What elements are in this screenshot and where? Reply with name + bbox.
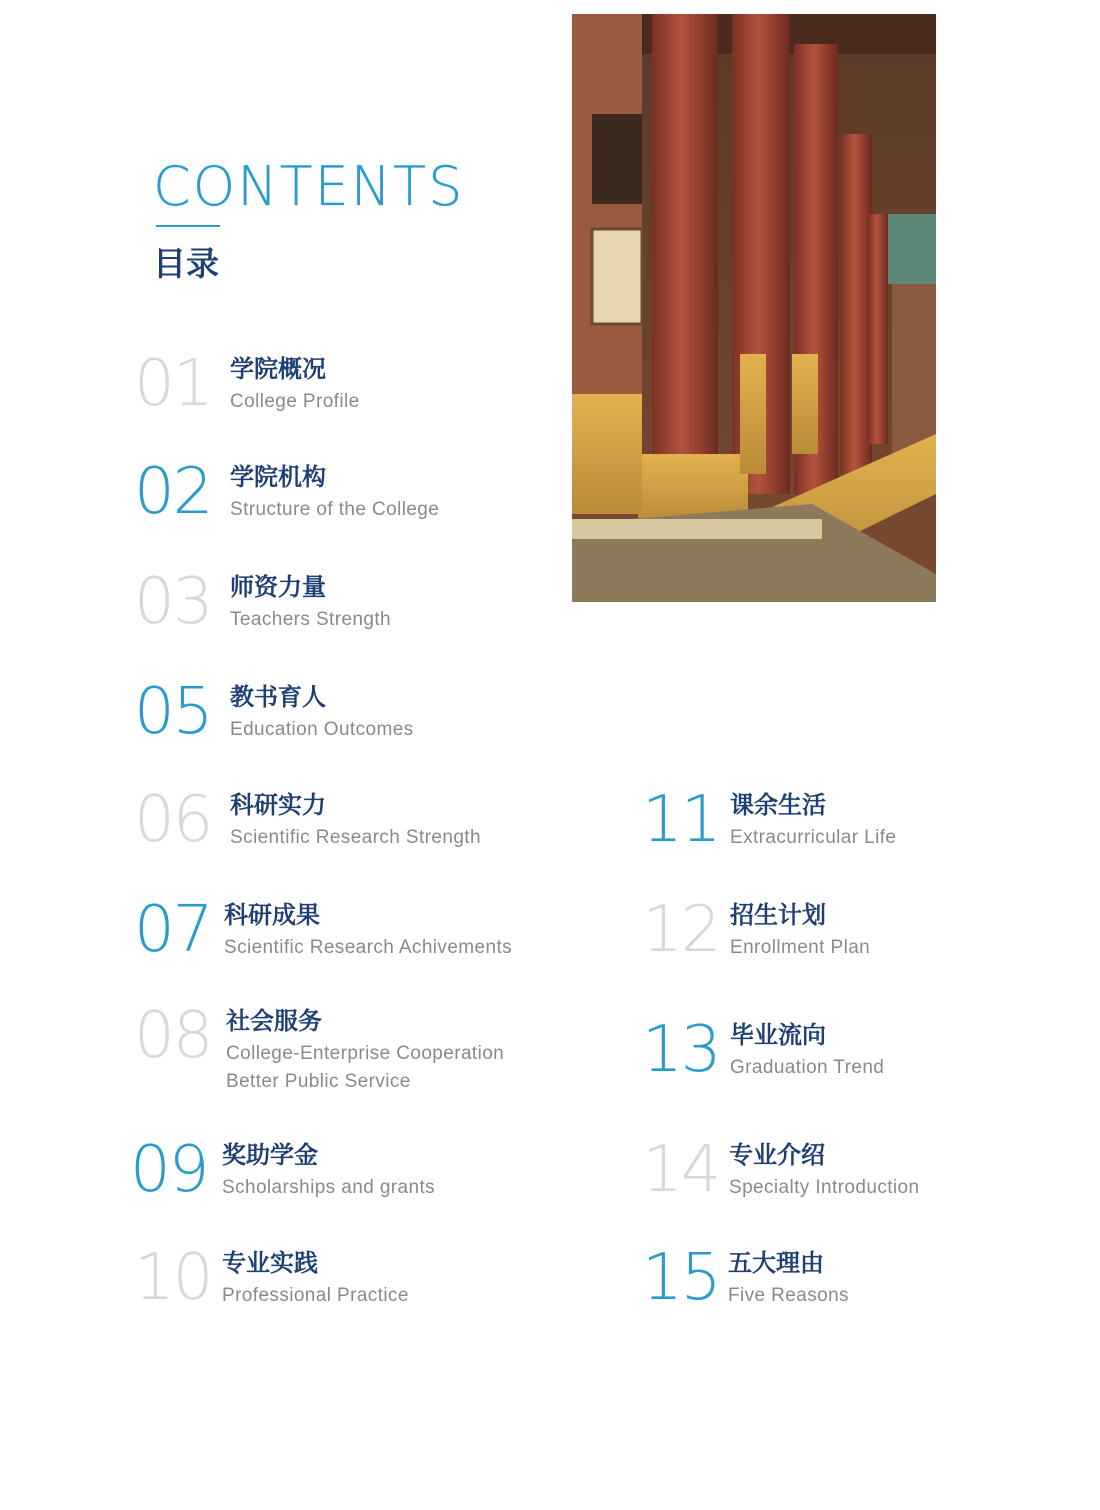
toc-title-en: Enrollment Plan xyxy=(730,937,871,958)
toc-number: 08 xyxy=(134,999,212,1073)
toc-title-cn: 五大理由 xyxy=(728,1249,824,1277)
toc-number: 10 xyxy=(134,1241,212,1315)
toc-title-cn: 师资力量 xyxy=(230,573,326,601)
toc-title-en: Graduation Trend xyxy=(730,1057,885,1078)
toc-title-en: Scientific Research Achivements xyxy=(224,937,513,958)
toc-title-cn: 学院概况 xyxy=(230,355,326,383)
title-underline xyxy=(156,225,220,227)
toc-number: 15 xyxy=(642,1241,720,1315)
toc-title-cn: 奖助学金 xyxy=(222,1141,318,1169)
toc-title-cn: 学院机构 xyxy=(230,463,326,491)
toc-title-en: Education Outcomes xyxy=(230,719,414,740)
toc-title-en: Scholarships and grants xyxy=(222,1177,436,1198)
toc-title-en: Scientific Research Strength xyxy=(230,827,481,848)
toc-title-cn: 科研成果 xyxy=(224,901,320,929)
toc-title-en: College-Enterprise Cooperation xyxy=(226,1043,505,1064)
toc-number: 09 xyxy=(130,1133,208,1207)
campus-building-photo xyxy=(572,14,936,602)
toc-title-cn: 招生计划 xyxy=(730,901,826,929)
contents-title: CONTENTS xyxy=(153,155,465,218)
toc-number: 11 xyxy=(642,783,720,857)
toc-title-en: Specialty Introduction xyxy=(729,1177,920,1198)
toc-number: 03 xyxy=(134,565,212,639)
toc-number: 05 xyxy=(134,675,212,749)
toc-number: 01 xyxy=(134,347,212,421)
toc-title-cn: 专业介绍 xyxy=(729,1141,825,1169)
toc-title-cn: 社会服务 xyxy=(226,1007,322,1035)
toc-title-en: Five Reasons xyxy=(728,1285,849,1306)
toc-title-en: Professional Practice xyxy=(222,1285,409,1306)
toc-number: 07 xyxy=(134,893,212,967)
toc-number: 13 xyxy=(642,1013,720,1087)
toc-title-en: College Profile xyxy=(230,391,360,412)
toc-number: 14 xyxy=(642,1133,720,1207)
toc-title-en: Structure of the College xyxy=(230,499,440,520)
toc-title-en: Teachers Strength xyxy=(230,609,391,630)
toc-number: 06 xyxy=(134,783,212,857)
toc-title-en-line2: Better Public Service xyxy=(226,1071,411,1092)
toc-title-cn: 课余生活 xyxy=(730,791,826,819)
toc-number: 02 xyxy=(134,455,212,529)
toc-title-cn: 毕业流向 xyxy=(730,1021,826,1049)
toc-number: 12 xyxy=(642,893,720,967)
toc-title-cn: 教书育人 xyxy=(230,683,326,711)
contents-title-cn: 目录 xyxy=(153,244,219,283)
building-columns-image xyxy=(572,14,936,602)
toc-title-cn: 专业实践 xyxy=(222,1249,318,1277)
toc-title-cn: 科研实力 xyxy=(230,791,326,819)
toc-title-en: Extracurricular Life xyxy=(730,827,897,848)
